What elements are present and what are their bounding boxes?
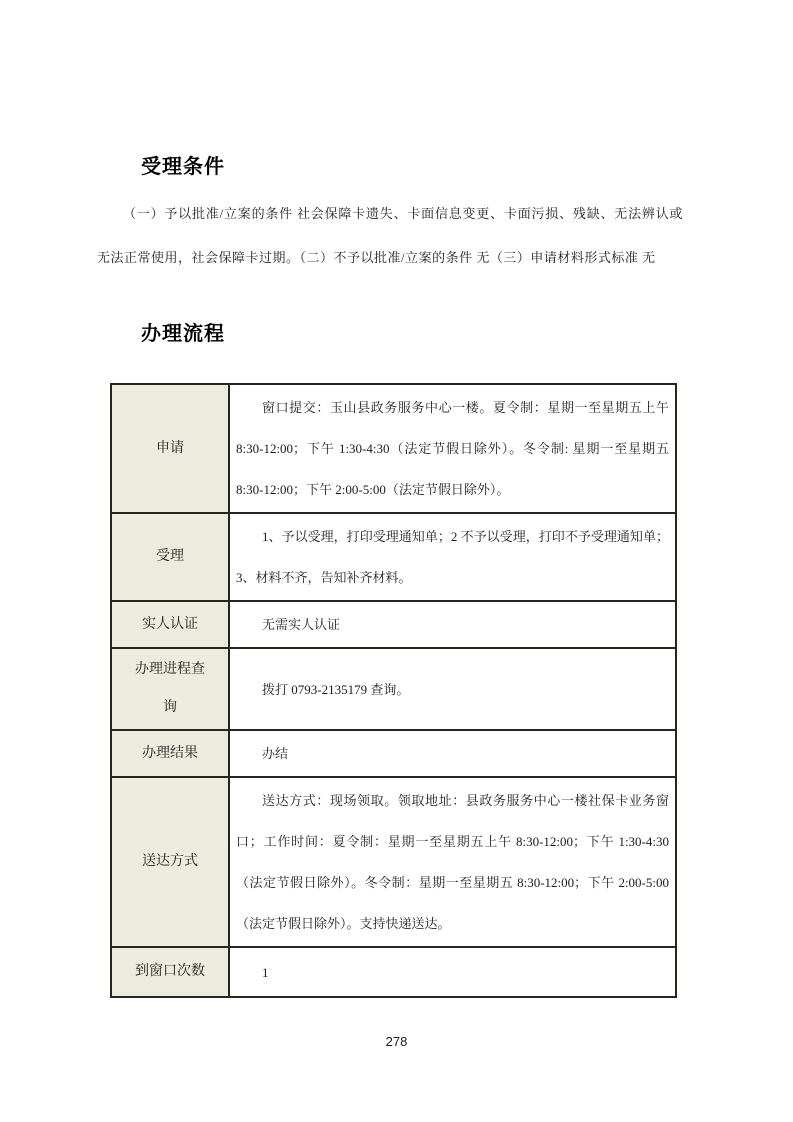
- row-content-cell: [229, 513, 676, 601]
- acceptance-conditions-text: （一）予以批准/立案的条件 社会保障卡遗失、卡面信息变更、卡面污损、残缺、无法辨认或无法正常使用，社会保障卡过期。（二）不予以批准/立案的条件 无（三）申请材料形式标准 无: [97, 206, 683, 265]
- process-table-body: [111, 384, 676, 997]
- row-content-cell: [229, 648, 676, 730]
- row-content-cell: [229, 384, 676, 513]
- row-content: 办结: [262, 746, 289, 761]
- table-row: [111, 601, 676, 648]
- row-content: 1: [262, 964, 269, 980]
- row-content-cell: [229, 601, 676, 648]
- table-row: [111, 777, 676, 947]
- row-label: 实人认证: [111, 601, 229, 648]
- table-row: [111, 648, 676, 730]
- row-content: 无需实人认证: [262, 617, 341, 632]
- row-content: 送达方式：现场领取。领取地址：县政务服务中心一楼社保卡业务窗口；工作时间：夏令制：星期一至星期五上午 8:30-12:00；下午 1:30-4:30（法定节假日除外）。冬令制：星期一至星期五 8:30-12:00；下午 2:00-5:00（法定节假日除外）。支持快递送达。: [236, 793, 669, 931]
- row-content-cell: [229, 730, 676, 777]
- row-label: 办理进程查询: [111, 648, 229, 730]
- section-heading-process-flow: 办理流程: [141, 323, 225, 345]
- row-content-cell: [229, 777, 676, 947]
- page-number: 278: [385, 1034, 408, 1049]
- row-content-cell: [229, 947, 676, 997]
- row-label: 送达方式: [111, 777, 229, 947]
- table-row: [111, 513, 676, 601]
- row-content: 1、予以受理，打印受理通知单；2 不予以受理，打印不予受理通知单；3、材料不齐，告知补齐材料。: [236, 529, 669, 585]
- row-label: 到窗口次数: [111, 947, 229, 997]
- table-row: [111, 947, 676, 997]
- row-label: 办理结果: [111, 730, 229, 777]
- row-content: 拨打 0793-2135179 查询。: [262, 681, 410, 697]
- table-row: [111, 730, 676, 777]
- row-label: 申请: [111, 384, 229, 513]
- row-label: 受理: [111, 513, 229, 601]
- section-heading-acceptance-conditions: 受理条件: [141, 156, 225, 178]
- row-content: 窗口提交：玉山县政务服务中心一楼。夏令制：星期一至星期五上午 8:30-12:00；下午 1:30-4:30（法定节假日除外）。冬令制: 星期一至星期五 8:30-12:00；下午 2:00-5:00（法定节假日除外）。: [236, 400, 669, 497]
- table-row: [111, 384, 676, 513]
- process-flow-table: [110, 383, 677, 998]
